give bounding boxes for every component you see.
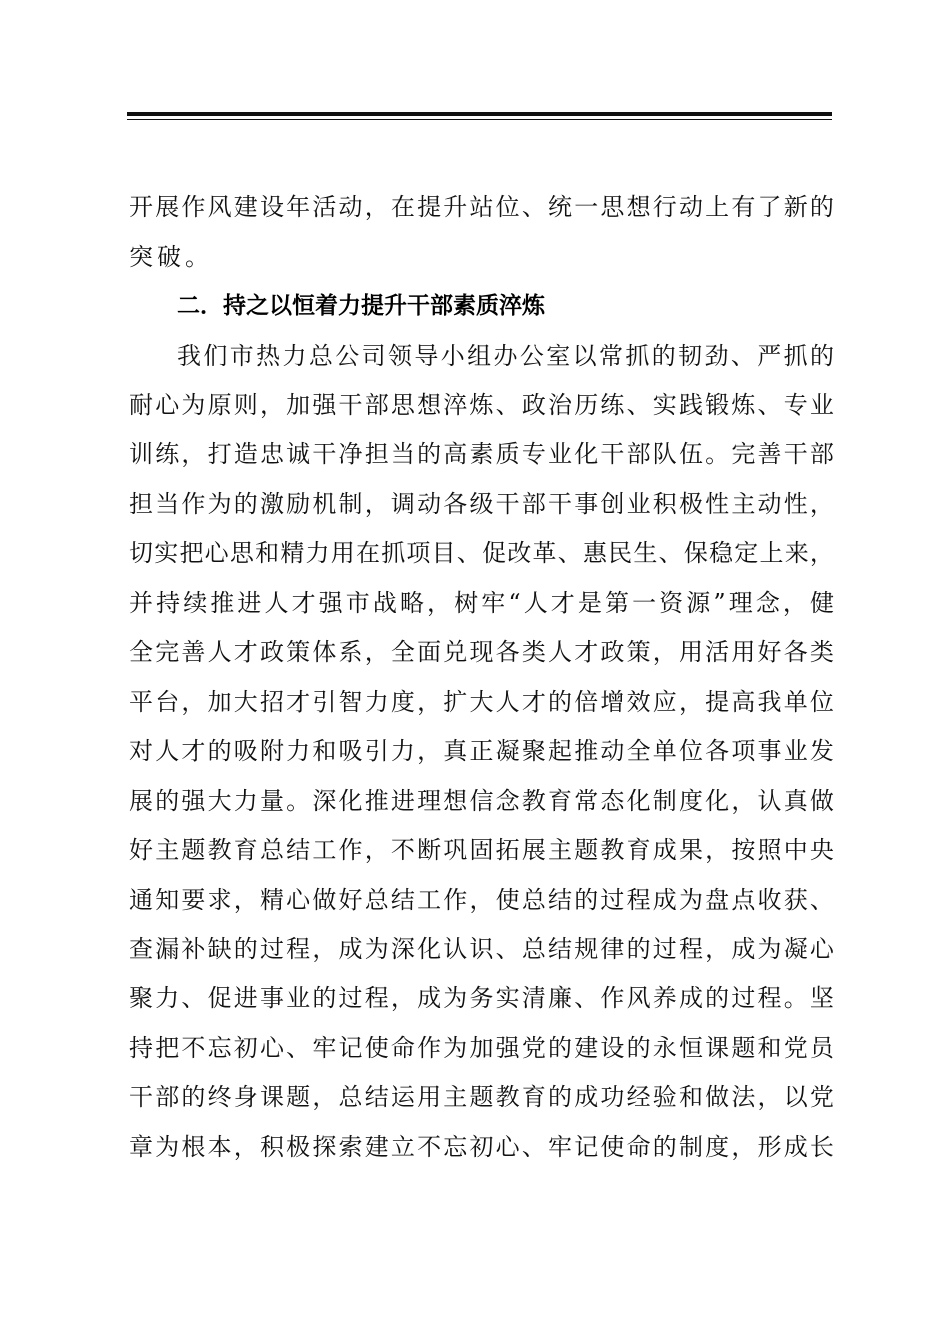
paragraph-line: 全 完 善 人 才 政 策 体 系 ， 全 面 兑 现 各 类 人 才 政 策 ， 用 活 用 好 各 类 [129, 638, 834, 666]
continuation-line: 突破。 [129, 243, 213, 271]
paragraph-line: 我 们 市 热 力 总 公 司 领 导 小 组 办 公 室 以 常 抓 的 韧 劲 、 严 抓 的 [177, 342, 834, 370]
section-heading: 二．持之以恒着力提升干部素质淬炼 [177, 293, 545, 319]
paragraph-line: 并 持 续 推 进 人 才 强 市 战 略 ， 树 牢 “ 人 才 是 第 一 资 源 ” 理 念 ， 健 [129, 589, 834, 617]
paragraph-line: 持 把 不 忘 初 心 、 牢 记 使 命 作 为 加 强 党 的 建 设 的 永 恒 课 题 和 党 员 [129, 1034, 834, 1062]
paragraph-line: 担 当 作 为 的 激 励 机 制 ， 调 动 各 级 干 部 干 事 创 业 积 极 性 主 动 性 ， [129, 490, 834, 518]
paragraph-line: 干 部 的 终 身 课 题 ， 总 结 运 用 主 题 教 育 的 成 功 经 验 和 做 法 ， 以 党 [129, 1083, 834, 1111]
paragraph-line: 聚 力 、 促 进 事 业 的 过 程 ， 成 为 务 实 清 廉 、 作 风 养 成 的 过 程 。 坚 [129, 984, 834, 1012]
paragraph-line: 耐 心 为 原 则 ， 加 强 干 部 思 想 淬 炼 、 政 治 历 练 、 实 践 锻 炼 、 专 业 [129, 391, 834, 419]
paragraph-line: 对 人 才 的 吸 附 力 和 吸 引 力 ， 真 正 凝 聚 起 推 动 全 单 位 各 项 事 业 发 [129, 737, 834, 765]
paragraph-line: 通 知 要 求 ， 精 心 做 好 总 结 工 作 ， 使 总 结 的 过 程 成 为 盘 点 收 获 、 [129, 886, 834, 914]
continuation-line: 开 展 作 风 建 设 年 活 动 ， 在 提 升 站 位 、 统 一 思 想 行 动 上 有 了 新 的 [129, 193, 834, 221]
paragraph-line: 切 实 把 心 思 和 精 力 用 在 抓 项 目 、 促 改 革 、 惠 民 生 、 保 稳 定 上 来 ， [129, 539, 834, 567]
paragraph-line: 训 练 ， 打 造 忠 诚 干 净 担 当 的 高 素 质 专 业 化 干 部 队 伍 。 完 善 干 部 [129, 440, 834, 468]
paragraph-line: 平 台 ， 加 大 招 才 引 智 力 度 ， 扩 大 人 才 的 倍 增 效 应 ， 提 高 我 单 位 [129, 688, 834, 716]
paragraph-line: 展 的 强 大 力 量 。 深 化 推 进 理 想 信 念 教 育 常 态 化 制 度 化 ， 认 真 做 [129, 787, 834, 815]
header-rule-thick [127, 112, 832, 116]
header-rule-thin [127, 119, 832, 120]
paragraph-line: 查 漏 补 缺 的 过 程 ， 成 为 深 化 认 识 、 总 结 规 律 的 过 程 ， 成 为 凝 心 [129, 935, 834, 963]
paragraph-line: 章 为 根 本 ， 积 极 探 索 建 立 不 忘 初 心 、 牢 记 使 命 的 制 度 ， 形 成 长 [129, 1133, 834, 1161]
paragraph-line: 好 主 题 教 育 总 结 工 作 ， 不 断 巩 固 拓 展 主 题 教 育 成 果 ， 按 照 中 央 [129, 836, 834, 864]
